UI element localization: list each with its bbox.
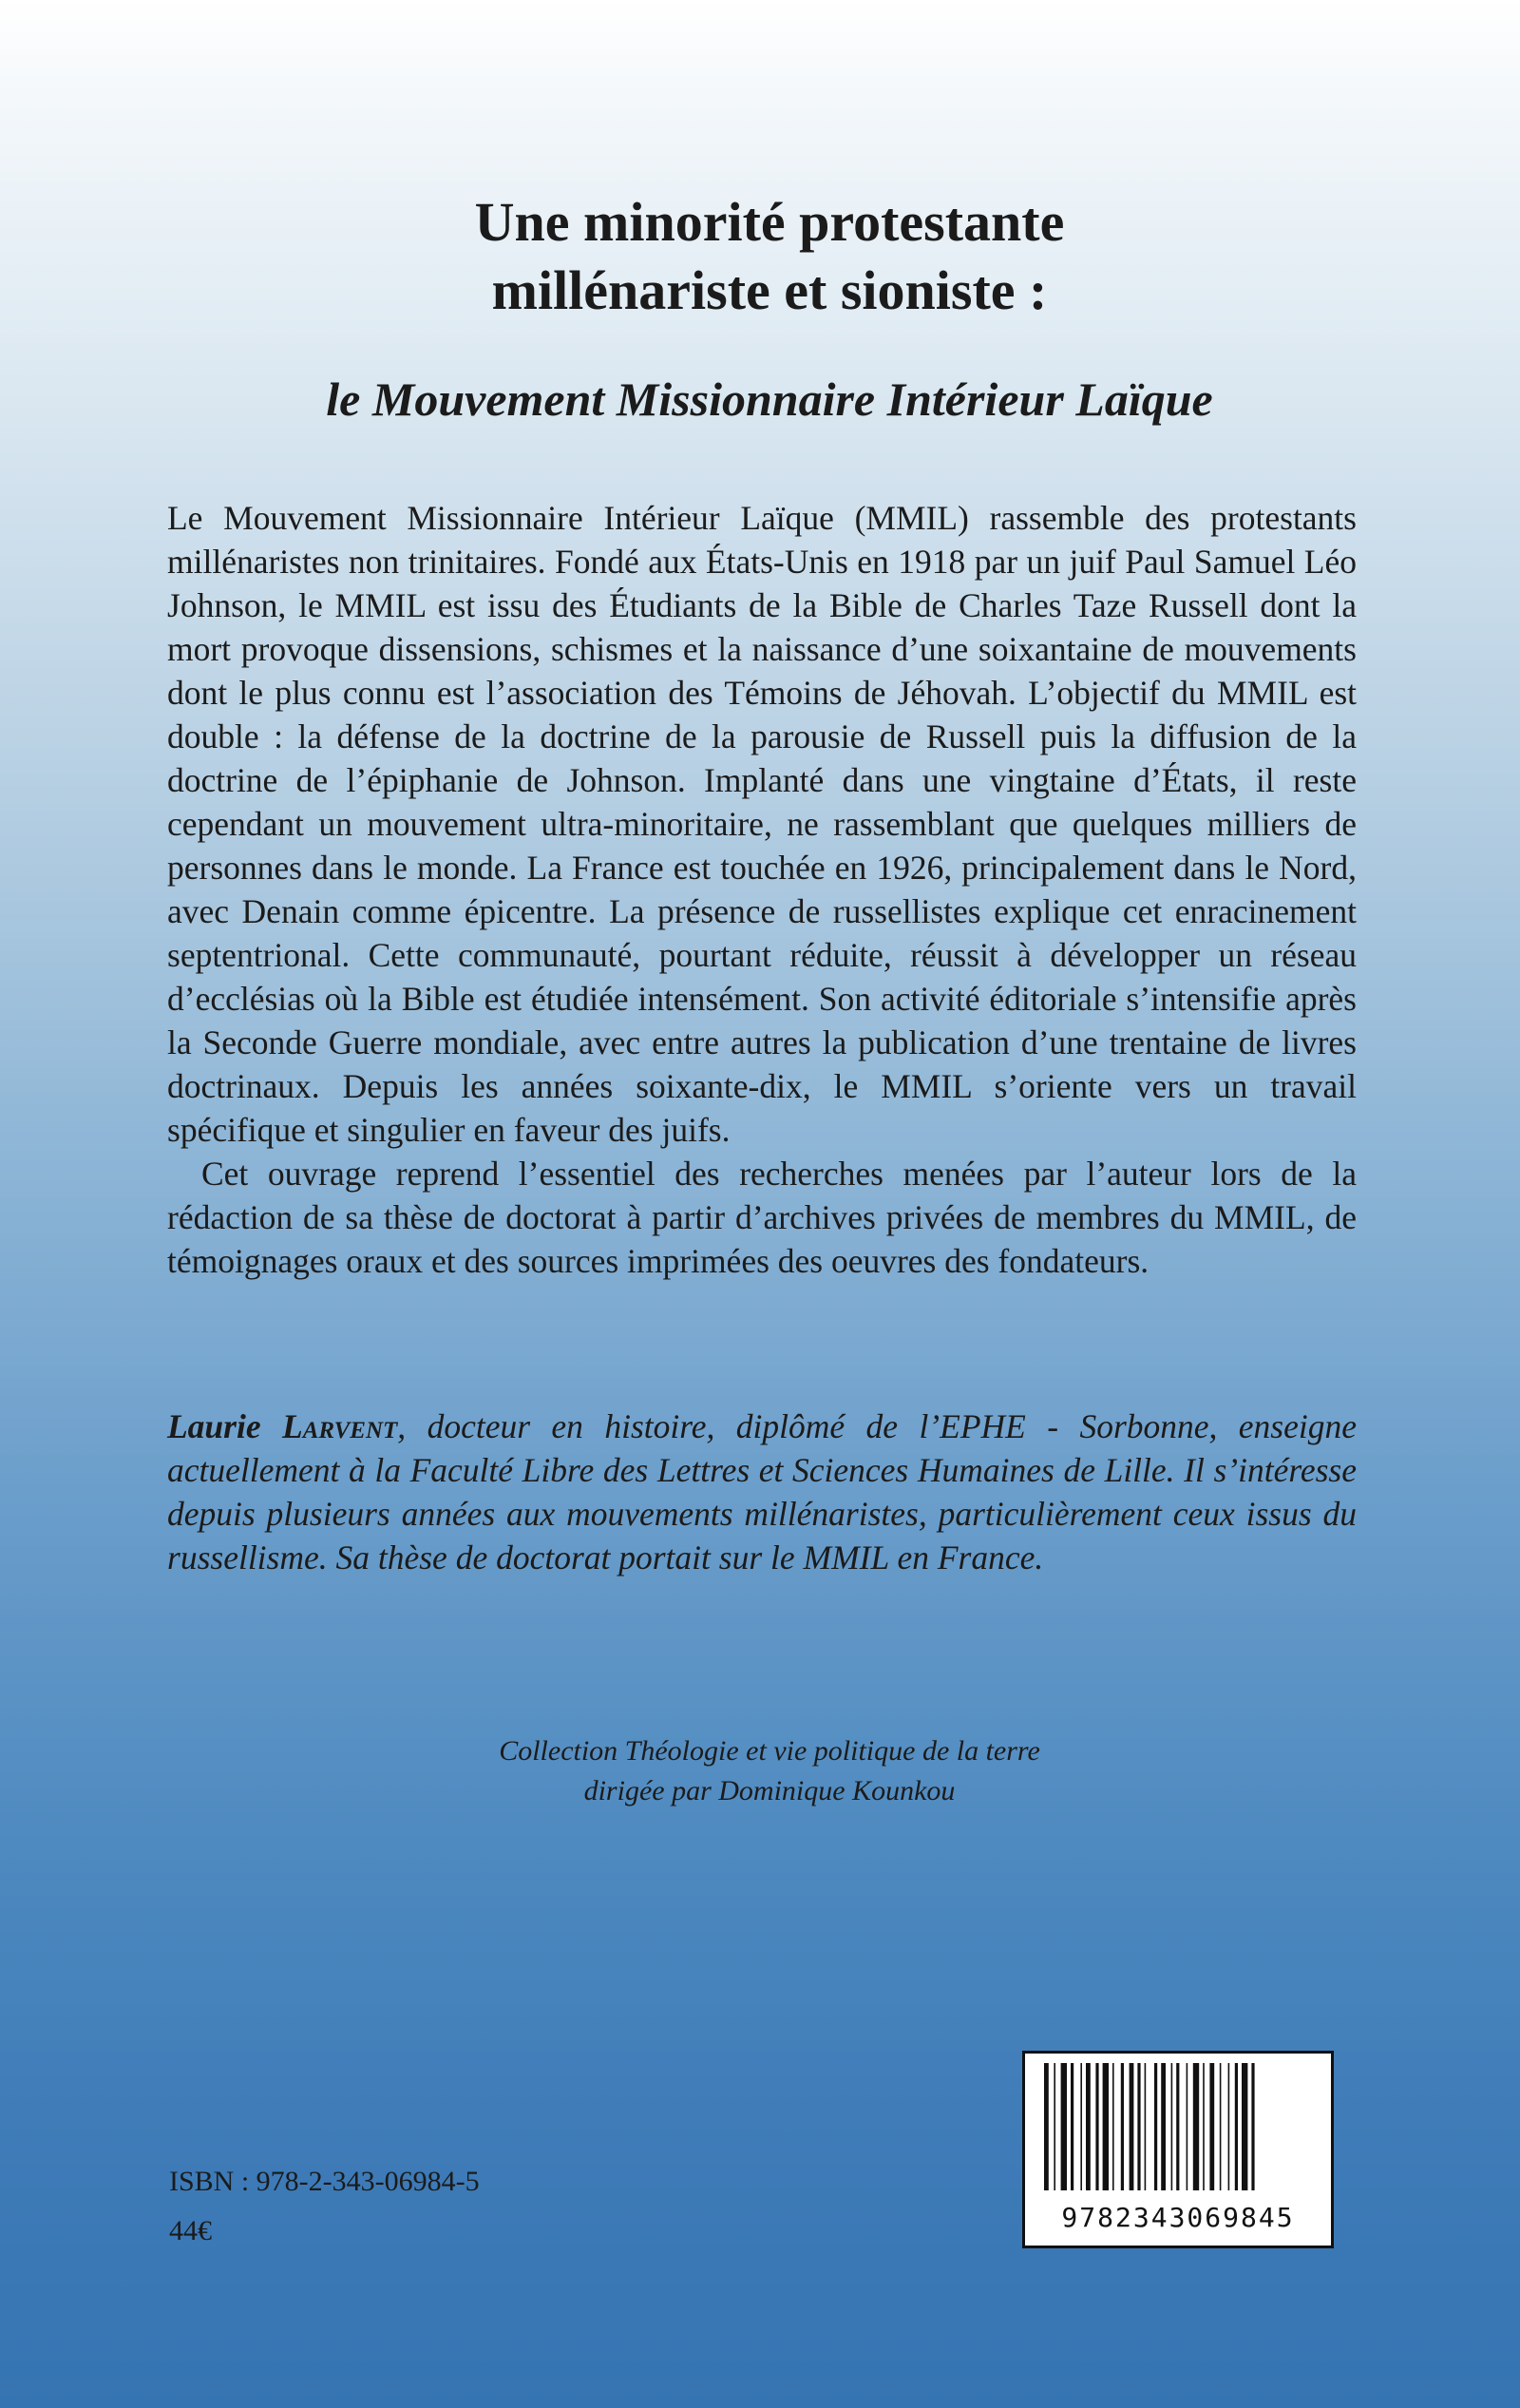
- barcode-bar: [1209, 2063, 1214, 2190]
- barcode-bar: [1235, 2063, 1238, 2190]
- barcode-bar: [1154, 2063, 1157, 2190]
- barcode-bar: [1130, 2063, 1134, 2190]
- author-last-name: Larvent: [282, 1407, 398, 1445]
- barcode-bar: [1112, 2063, 1114, 2190]
- barcode-bar: [1086, 2063, 1091, 2190]
- book-subtitle: le Mouvement Missionnaire Intérieur Laïque: [326, 373, 1213, 426]
- barcode-bar: [1080, 2063, 1082, 2190]
- barcode-bar: [1054, 2063, 1055, 2190]
- barcode-bar: [1176, 2063, 1179, 2190]
- title-line-2: millénariste et sioniste :: [491, 259, 1048, 321]
- price: 44€: [169, 2215, 212, 2246]
- barcode-bar: [1220, 2063, 1222, 2190]
- barcode-bar: [1103, 2063, 1109, 2190]
- title-line-1: Une minorité protestante: [474, 191, 1065, 253]
- barcode-bar: [1242, 2063, 1247, 2190]
- barcode-bar: [1071, 2063, 1074, 2190]
- blurb-paragraph-2: Cet ouvrage reprend l’essentiel des recherches menées par l’auteur lors de la rédaction de sa thèse de doctorat à partir d’archives privées de membres du MMIL, de témoignages oraux et des sources imprimées des oeuvres des fondateurs.: [167, 1155, 1357, 1280]
- author-first-name: Laurie: [167, 1407, 261, 1445]
- barcode-bar: [1203, 2063, 1205, 2190]
- blurb: [167, 496, 1357, 1283]
- barcode-bar: [1145, 2063, 1147, 2190]
- barcode-number: 9782343069845: [1061, 2202, 1295, 2233]
- barcode-bars: [1025, 2054, 1331, 2196]
- barcode-bar: [1161, 2063, 1166, 2190]
- barcode: [1022, 2051, 1334, 2248]
- collection-name: Collection Théologie et vie politique de la terre: [499, 1735, 1040, 1767]
- barcode-bar: [1228, 2063, 1230, 2190]
- barcode-bar: [1121, 2063, 1124, 2190]
- barcode-bar: [1187, 2063, 1188, 2190]
- barcode-bar: [1251, 2063, 1254, 2190]
- isbn: ISBN : 978-2-343-06984-5: [169, 2166, 480, 2197]
- author-bio-text: , docteur en histoire, diplômé de l’EPHE - Sorbonne, enseigne actuellement à la Faculté Libre des Lettres et Sciences Humaines de Lille. Il s’intéresse depuis plusieurs années aux mouvements millénaristes, particulièrement ceux issus du russellisme. Sa thèse de doctorat portait sur le MMIL en France.: [167, 1407, 1358, 1577]
- author-bio: [167, 1405, 1357, 1579]
- collection-info: [0, 1731, 1520, 1811]
- book-title: [0, 188, 1520, 325]
- barcode-bar: [1193, 2063, 1199, 2190]
- barcode-bar: [1095, 2063, 1098, 2190]
- barcode-bar: [1171, 2063, 1173, 2190]
- blurb-paragraph-1: Le Mouvement Missionnaire Intérieur Laïque (MMIL) rassemble des protestants millénaristes non trinitaires. Fondé aux États-Unis en 1918 par un juif Paul Samuel Léo Johnson, le MMIL est issu des Étudiants de la Bible de Charles Taze Russell dont la mort provoque dissensions, schismes et la naissance d’une soixantaine de mouvements dont le plus connu est l’association des Témoins de Jéhovah. L’objectif du MMIL est double : la défense de la doctrine de la parousie de Russell puis la diffusion de la doctrine de l’épiphanie de Johnson. Implanté dans une vingtaine d’États, il reste cependant un mouvement ultra-minoritaire, ne rassemblant que quelques milliers de personnes dans le monde. La France est touchée en 1926, principalement dans le Nord, avec Denain comme épicentre. La présence de russellistes explique cet enracinement septentrional. Cette communauté, pourtant réduite, réussit à développer un réseau d’ecclésias où la Bible est étudiée intensément. Son activité éditoriale s’intensifie après la Seconde Guerre mondiale, avec entre autres la publication d’une trentaine de livres doctrinaux. Depuis les années soixante-dix, le MMIL s’oriente vers un travail spécifique et singulier en faveur des juifs.: [167, 499, 1357, 1149]
- barcode-bar: [1044, 2063, 1049, 2190]
- collection-director: dirigée par Dominique Kounkou: [583, 1775, 956, 1806]
- barcode-bar: [1061, 2063, 1067, 2190]
- barcode-bar: [1137, 2063, 1140, 2190]
